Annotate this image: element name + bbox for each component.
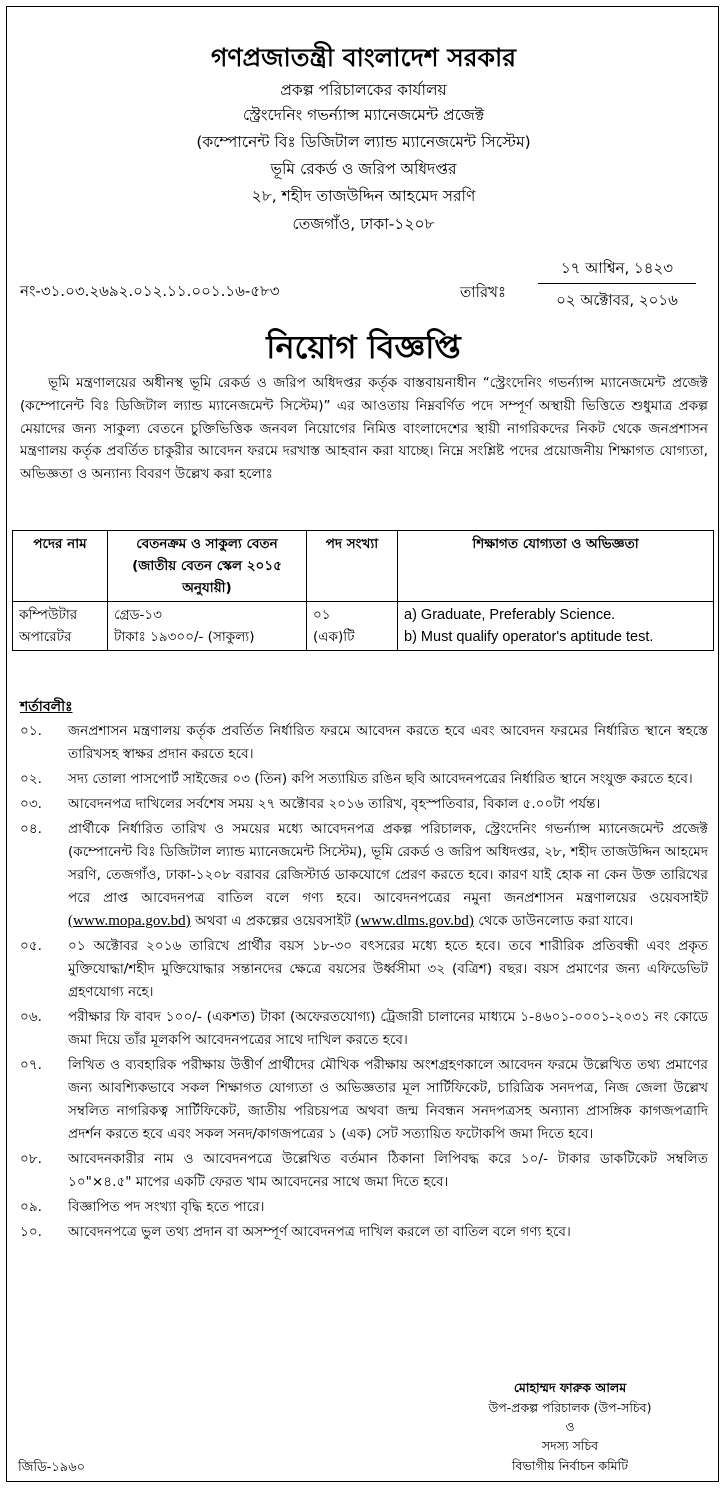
qualification-b: b) Must qualify operator's aptitude test. bbox=[404, 629, 654, 645]
city-line: তেজগাঁও, ঢাকা-১২০৮ bbox=[292, 215, 435, 233]
condition-number: ০৫. bbox=[20, 938, 42, 954]
post-name: কম্পিউটার অপারেটর bbox=[13, 602, 108, 651]
date-english: ০২ অক্টোবর, ২০১৬ bbox=[556, 291, 678, 309]
table-row bbox=[13, 602, 714, 651]
mopa-website-link[interactable]: (www.mopa.gov.bd) bbox=[68, 913, 191, 929]
post-count-words: (এক)টি bbox=[313, 629, 355, 645]
condition-text: আবেদনপত্রে ভুল তথ্য প্রদান বা অসম্পূর্ণ আবেদনপত্র দাখিল করলে তা বাতিল বলে গণ্য হবে। bbox=[68, 1224, 571, 1240]
condition-text: সদ্য তোলা পাসপোর্ট সাইজের ০৩ (তিন) কপি সত্যায়িত রঙিন ছবি আবেদনপত্রের নির্ধারিত স্থানে সংযুক্ত করতে হবে। bbox=[68, 771, 693, 787]
date-label: তারিখঃ bbox=[460, 283, 506, 301]
government-title: গণপ্রজাতন্ত্রী বাংলাদেশ সরকার bbox=[211, 43, 516, 72]
condition-number: ০২. bbox=[20, 771, 42, 787]
condition-number: ০১. bbox=[20, 723, 42, 739]
col-pay-scale: বেতনক্রম ও সাকুল্য বেতন (জাতীয় বেতন স্কেল ২০১৫ অনুযায়ী) bbox=[108, 531, 307, 602]
grade: গ্রেড-১৩ bbox=[114, 607, 162, 623]
col-post-count: পদ সংখ্যা bbox=[307, 531, 398, 602]
condition-text-a: প্রার্থীকে নির্ধারিত তারিখ ও সময়ের মধ্যে আবেদনপত্র প্রকল্প পরিচালক, স্ট্রেংদেনিং গভর্ন্যান্স ম্যানেজমেন্ট প্রজেক্ট (কম্পোনেন্ট বিঃ ডিজিটাল ল্যান্ড ম্যানেজমেন্ট সিস্টেম), ভূমি রেকর্ড ও জরিপ অধিদপ্তর, ২৮, শহীদ তাজউদ্দিন আহমেদ সরণি, তেজগাঁও, ঢাকা-১২০৮ বরাবর রেজিস্টার্ড ডাকযোগে প্রেরণ করতে হবে। কারণ যাই হোক না কেন উক্ত তারিখের পরে প্রাপ্ত আবেদনপত্র বাতিল বলে গণ্য হবে। আবেদনপত্রের নমুনা জনপ্রশাসন মন্ত্রণালয়ের ওয়েবসাইট bbox=[68, 821, 708, 906]
condition-text-b: অথবা এ প্রকল্পের ওয়েবসাইট bbox=[194, 913, 352, 929]
col-qualification: শিক্ষাগত যোগ্যতা ও অভিজ্ঞতা bbox=[398, 531, 714, 602]
address-line: ২৮, শহীদ তাজউদ্দিন আহমেদ সরণি bbox=[251, 187, 476, 205]
condition-number: ০৬. bbox=[20, 1009, 42, 1025]
signatory-name: মোহাম্মদ ফারুক আলম bbox=[513, 1380, 627, 1395]
signatory-designation: উপ-প্রকল্প পরিচালক (উপ-সচিব) bbox=[488, 1400, 652, 1415]
condition-number: ০৭. bbox=[20, 1057, 42, 1073]
list-item bbox=[20, 935, 708, 1004]
qualification-a: a) Graduate, Preferably Science. bbox=[404, 607, 616, 623]
condition-text: লিখিত ও ব্যবহারিক পরীক্ষায় উত্তীর্ণ প্রার্থীদের মৌখিক পরীক্ষায় অংশগ্রহণকালে আবেদন ফরমে উল্লেখিত তথ্য প্রমাণের জন্য আবশ্যিকভাবে সকল শিক্ষাগত যোগ্যতা ও অভিজ্ঞতার মূল সার্টিফিকেট, চারিত্রিক সনদপত্র, নিজ জেলা উল্লেখ সম্বলিত নাগরিকত্ব সার্টিফিকেট, জাতীয় পরিচয়পত্র অথবা জন্ম নিবন্ধন সনদপত্রসহ অন্যান্য প্রাসঙ্গিক কাগজপত্রাদি প্রদর্শন করতে হবে এবং সকল সনদ/কাগজপত্রের ১ (এক) সেট সত্যায়িত ফটোকপি জমা দিতে হবে। bbox=[68, 1057, 708, 1142]
list-item bbox=[20, 1054, 708, 1146]
condition-number: ১০. bbox=[20, 1224, 42, 1240]
condition-number: ০৪. bbox=[20, 821, 42, 837]
salary: টাকাঃ ১৯৩০০/- (সাকুল্য) bbox=[114, 629, 255, 645]
office-line: প্রকল্প পরিচালকের কার্যালয় bbox=[280, 81, 447, 99]
signatory-and: ও bbox=[565, 1419, 575, 1434]
condition-number: ০৮. bbox=[20, 1151, 42, 1167]
condition-text: ০১ অক্টোবর ২০১৬ তারিখে প্রার্থীর বয়স ১৮-৩০ বৎসরের মধ্যে হতে হবে। তবে শারীরিক প্রতিবন্ধী এবং প্রকৃত মুক্তিযোদ্ধা/শহীদ মুক্তিযোদ্ধার সন্তানদের ক্ষেত্রে বয়সের উর্ধ্বসীমা ৩২ (বত্রিশ) বছর। বয়স প্রমাণের জন্য এফিডেভিট গ্রহণযোগ্য নহে। bbox=[68, 938, 708, 1000]
signatory-member: সদস্য সচিব bbox=[541, 1438, 599, 1453]
condition-text: জনপ্রশাসন মন্ত্রণালয় কর্তৃক প্রবর্তিত নির্ধারিত ফরমে আবেদন করতে হবে এবং আবেদন ফরমের নির্ধারিত স্থানে স্বহস্তে তারিখসহ স্বাক্ষর প্রদান করতে হবে। bbox=[68, 723, 708, 762]
condition-text: পরীক্ষার ফি বাবদ ১০০/- (একশত) টাকা (অফেরতযোগ্য) ট্রেজারী চালানের মাধ্যমে ১-৪৬০১-০০০১-২০৩১ নং কোডে জমা দিয়ে তাঁর মূলকপি আবেদনপত্রের সাথে দাখিল করতে হবে। bbox=[68, 1009, 708, 1048]
qualification-cell bbox=[398, 602, 714, 651]
condition-text bbox=[68, 818, 708, 933]
signatory-committee: বিভাগীয় নির্বাচন কমিটি bbox=[511, 1458, 629, 1473]
condition-number: ০৩. bbox=[20, 796, 42, 812]
list-item bbox=[20, 1006, 708, 1052]
condition-text: বিজ্ঞাপিত পদ সংখ্যা বৃদ্ধি হতে পারে। bbox=[68, 1199, 265, 1215]
dlms-website-link[interactable]: (www.dlms.gov.bd) bbox=[355, 913, 474, 929]
project-line: স্ট্রেংদেনিং গভর্ন্যান্স ম্যানেজমেন্ট প্রজেক্ট bbox=[242, 106, 485, 124]
intro-paragraph: ভূমি মন্ত্রণালয়ের অধীনস্থ ভূমি রেকর্ড ও জরিপ অধিদপ্তর কর্তৃক বাস্তবায়নাধীন “স্ট্রেংদেনিং গভর্ন্যান্স ম্যানেজমেন্ট প্রজেক্ট (কম্পোনেন্ট বিঃ ডিজিটাল ল্যান্ড ম্যানেজমেন্ট সিস্টেম)” এর আওতায় নিম্নবর্ণিত পদে সম্পূর্ণ অস্থায়ী ভিত্তিতে শুধুমাত্র প্রকল্প মেয়াদের জন্য সাকুল্য বেতনে চুক্তিভিত্তিক জনবল নিয়োগের নিমিত্ত বাংলাদেশের স্থায়ী নাগরিকদের নিকট থেকে জনপ্রশাসন মন্ত্রণালয় কর্তৃক প্রবর্তিত চাকুরীর আবেদন ফরমে দরখাস্ত আহবান করা যাচ্ছে। নিম্নে সংশ্লিষ্ট পদের প্রয়োজনীয় শিক্ষাগত যোগ্যতা, অভিজ্ঞতা ও অন্যান্য বিবরণ উল্লেখ করা হলোঃ bbox=[20, 375, 708, 483]
conditions-heading: শর্তাবলীঃ bbox=[20, 699, 73, 715]
post-count: ০১ bbox=[313, 607, 331, 623]
conditions-list bbox=[20, 720, 708, 1246]
condition-number: ০৯. bbox=[20, 1199, 42, 1215]
col-post-name: পদের নাম bbox=[13, 531, 108, 602]
department-line: ভূমি রেকর্ড ও জরিপ অধিদপ্তর bbox=[270, 160, 457, 178]
condition-text: আবেদনপত্র দাখিলের সর্বশেষ সময় ২৭ অক্টোবর ২০১৬ তারিখ, বৃহস্পতিবার, বিকাল ৫.০০টা পর্যন্ত। bbox=[68, 796, 601, 812]
list-item bbox=[20, 768, 708, 791]
list-item bbox=[20, 818, 708, 933]
date-divider bbox=[538, 283, 696, 284]
list-item bbox=[20, 720, 708, 766]
condition-text-c: থেকে ডাউনলোড করা যাবে। bbox=[478, 913, 634, 929]
date-bangla: ১৭ আশ্বিন, ১৪২৩ bbox=[560, 259, 674, 277]
notice-title: নিয়োগ বিজ্ঞপ্তি bbox=[266, 328, 461, 366]
memo-number: নং-৩১.০৩.২৬৯২.০১২.১১.০০১.১৬-৫৮৩ bbox=[20, 282, 280, 300]
condition-text: আবেদনকারীর নাম ও আবেদনপত্রে উল্লেখিত বর্তমান ঠিকানা লিপিবদ্ধ করে ১০/- টাকার ডাকটিকেট সম্বলিত ১০"×৪.৫" মাপের একটি ফেরত খাম আবেদনের সাথে জমা দিতে হবে। bbox=[68, 1151, 708, 1190]
list-item bbox=[20, 1196, 708, 1219]
pay-cell bbox=[108, 602, 307, 651]
list-item bbox=[20, 793, 708, 816]
list-item bbox=[20, 1148, 708, 1194]
list-item bbox=[20, 1221, 708, 1244]
posts-table bbox=[12, 530, 714, 651]
component-line: (কম্পোনেন্ট বিঃ ডিজিটাল ল্যান্ড ম্যানেজমেন্ট সিস্টেম) bbox=[196, 133, 531, 151]
gd-number: জিডি-১৯৬০ bbox=[18, 1460, 86, 1475]
count-cell bbox=[307, 602, 398, 651]
